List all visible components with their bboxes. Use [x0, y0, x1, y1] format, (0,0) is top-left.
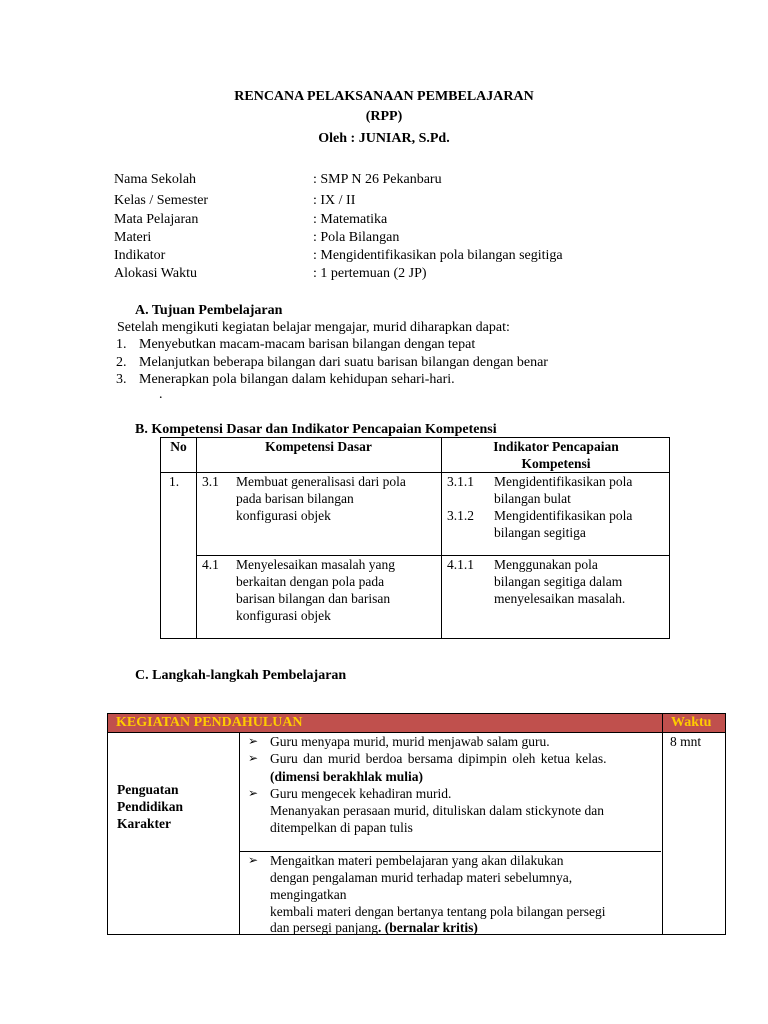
ipk-text: bilangan segitiga dalam: [494, 574, 623, 589]
item-text: Menerapkan pola bilangan dalam kehidupan sehari-hari.: [139, 372, 455, 387]
activity-text: Menanyakan perasaan murid, dituliskan dalam stickynote dan: [270, 803, 605, 818]
time-value: 8 mnt: [670, 734, 702, 749]
side-label: Pendidikan: [117, 799, 184, 814]
arrow-bullet-icon: ➢: [248, 751, 259, 765]
activity-text: mengingatkan: [270, 887, 347, 902]
item-number: 3.: [116, 372, 127, 387]
kd-code: 4.1: [202, 557, 219, 572]
item-number: 1.: [116, 337, 127, 352]
identity-value: : 1 pertemuan (2 JP): [313, 266, 427, 281]
activity-text: Mengaitkan materi pembelajaran yang akan dilakukan: [270, 853, 564, 868]
item-text: Menyebutkan macam-macam barisan bilangan dengan tepat: [139, 337, 476, 352]
item-number: 2.: [116, 355, 127, 370]
document-subtitle: (RPP): [365, 109, 403, 124]
table-divider: [662, 714, 663, 934]
activity-text-last: [270, 919, 478, 936]
activity-table: [107, 713, 726, 935]
identity-label: Materi: [114, 230, 152, 245]
kd-text: konfigurasi objek: [236, 608, 331, 623]
arrow-bullet-icon: ➢: [248, 853, 259, 867]
section-a-heading: A. Tujuan Pembelajaran: [135, 303, 283, 318]
identity-label: Indikator: [114, 248, 166, 263]
ipk-code: 3.1.2: [447, 508, 474, 523]
activity-text: Guru mengecek kehadiran murid.: [270, 786, 452, 801]
activity-text: Guru dan murid berdoa bersama dipimpin oleh ketua kelas.: [270, 751, 607, 766]
ipk-text: Mengidentifikasikan pola: [494, 474, 633, 489]
kd-code: 3.1: [202, 474, 219, 489]
ipk-code: 3.1.1: [447, 474, 474, 489]
col-header-no: No: [170, 439, 187, 454]
col-header-kd: Kompetensi Dasar: [265, 439, 372, 454]
section-a-intro: Setelah mengikuti kegiatan belajar mengajar, murid diharapkan dapat:: [117, 320, 510, 335]
kd-text: Menyelesaikan masalah yang: [236, 557, 395, 572]
trailing-dot: .: [159, 387, 163, 402]
side-label: Karakter: [117, 816, 171, 831]
ipk-code: 4.1.1: [447, 557, 474, 572]
section-b-heading: B. Kompetensi Dasar dan Indikator Pencapaian Kompetensi: [135, 422, 497, 437]
identity-label: Nama Sekolah: [114, 172, 197, 187]
document-title: RENCANA PELAKSANAAN PEMBELAJARAN: [234, 89, 534, 104]
kd-text: konfigurasi objek: [236, 508, 331, 523]
arrow-bullet-icon: ➢: [248, 786, 259, 800]
kd-text: Membuat generalisasi dari pola: [236, 474, 406, 489]
ipk-text: bilangan segitiga: [494, 525, 586, 540]
identity-value: : Pola Bilangan: [313, 230, 400, 245]
ipk-text: menyelesaikan masalah.: [494, 591, 626, 606]
kd-text: pada barisan bilangan: [236, 491, 354, 506]
identity-value: : Matematika: [313, 212, 388, 227]
document-author: Oleh : JUNIAR, S.Pd.: [318, 131, 450, 146]
activity-text: ditempelkan di papan tulis: [270, 820, 413, 835]
section-c-heading: C. Langkah-langkah Pembelajaran: [135, 668, 347, 683]
item-text: Melanjutkan beberapa bilangan dari suatu barisan bilangan dengan benar: [139, 355, 548, 370]
kd-text: berkaitan dengan pola pada: [236, 574, 385, 589]
activity-text-bold: (dimensi berakhlak mulia): [270, 769, 424, 784]
identity-value: : Mengidentifikasikan pola bilangan segitiga: [313, 248, 563, 263]
header-kegiatan: KEGIATAN PENDAHULUAN: [116, 715, 303, 730]
activity-text: kembali materi dengan bertanya tentang pola bilangan persegi: [270, 904, 606, 919]
kd-text: barisan bilangan dan barisan: [236, 591, 391, 606]
activity-text: Guru menyapa murid, murid menjawab salam guru.: [270, 734, 550, 749]
competency-table: [160, 437, 670, 639]
header-waktu: Waktu: [671, 715, 712, 730]
activity-text: dan persegi panjang: [270, 920, 378, 935]
identity-value: : IX / II: [313, 193, 356, 208]
arrow-bullet-icon: ➢: [248, 734, 259, 748]
activity-text-bold: . (bernalar kritis): [377, 920, 478, 935]
ipk-text: bilangan bulat: [494, 491, 571, 506]
side-label: Penguatan: [117, 782, 179, 797]
col-header-ipk: Kompetensi: [521, 456, 591, 471]
ipk-text: Menggunakan pola: [494, 557, 598, 572]
identity-label: Kelas / Semester: [114, 193, 209, 208]
identity-label: Mata Pelajaran: [114, 212, 199, 227]
ipk-text: Mengidentifikasikan pola: [494, 508, 633, 523]
activity-text: dengan pengalaman murid terhadap materi sebelumnya,: [270, 870, 573, 885]
identity-label: Alokasi Waktu: [114, 266, 197, 281]
table-divider: [196, 438, 197, 638]
identity-value: : SMP N 26 Pekanbaru: [313, 172, 442, 187]
col-header-ipk: Indikator Pencapaian: [493, 439, 619, 454]
table-divider: [239, 732, 240, 934]
row-number: 1.: [169, 474, 180, 489]
